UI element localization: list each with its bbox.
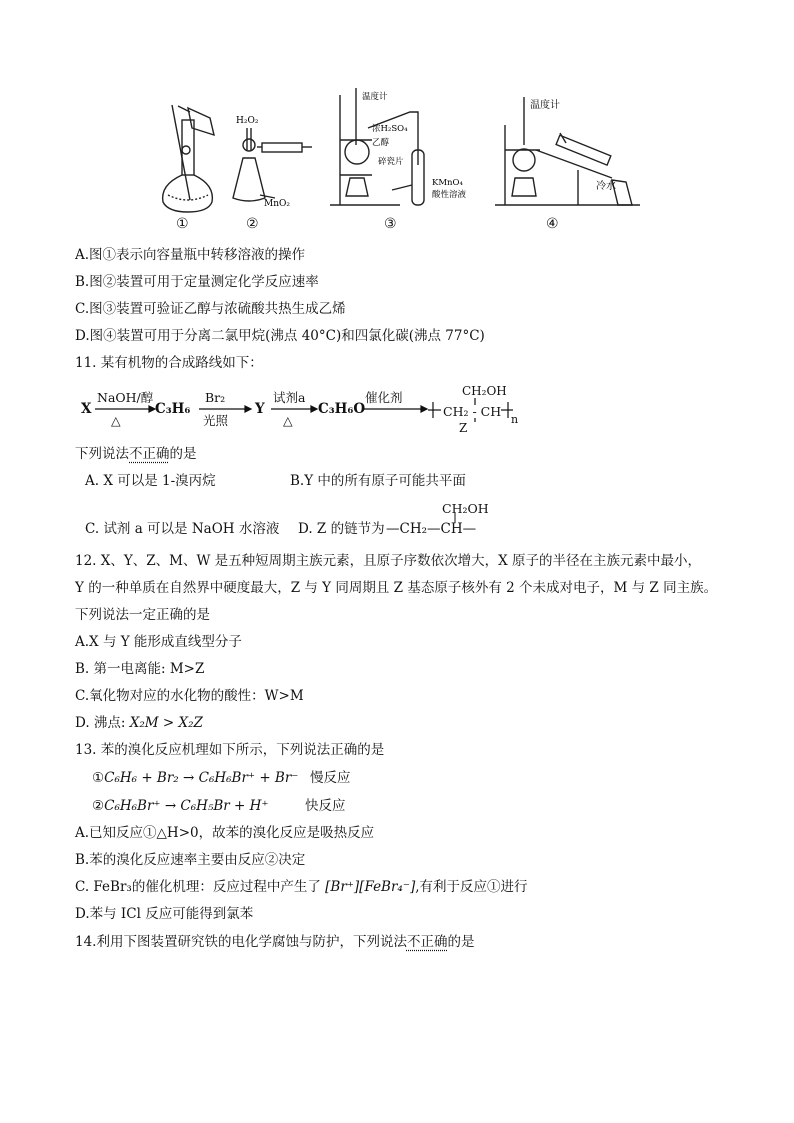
q12-option-d: D. 沸点: X₂M > X₂Z [75,715,203,731]
q12-stem-line1: 12. X、Y、Z、M、W 是五种短周期主族元素，且原子序数依次增大，X 原子的半径在主族元素中最小， [75,553,702,569]
figure-number-2: ② [246,216,259,232]
figure-number-3: ③ [384,216,397,232]
q11-option-d: D. Z 的链节为 [298,521,385,537]
route-r2-top: Br₂ [205,390,226,405]
fig3-chips-label: 碎瓷片 [378,157,404,167]
route-r2-bot: 光照 [203,413,229,428]
route-r3-bot: △ [283,413,293,428]
q12-option-c: C.氧化物对应的水化物的酸性：W>M [75,688,304,704]
conical-flask-syringe-drawing [233,128,312,201]
fig3-acid-label: 浓H₂SO₄ [372,124,408,134]
q13-reaction-1-rate: 慢反应 [310,770,351,786]
figure-number-1: ① [176,216,189,232]
q13-option-d: D.苯与 ICl 反应可能得到氯苯 [75,906,254,922]
route-r4-top: 催化剂 [365,390,403,405]
q11-d-ch2oh: CH₂OH [442,501,489,516]
q12-option-b: B. 第一电离能: M>Z [75,661,205,677]
q11-option-c: C. 试剂 a 可以是 NaOH 水溶液 [85,521,280,537]
route-polymer-main: CH₂ - CH [443,404,502,419]
q13-reaction-2-rate: 快反应 [305,798,346,814]
q12-stem-line2: Y 的一种单质在自然界中硬度最大，Z 与 Y 同周期且 Z 基态原子核外有 2 个未成对电子，M 与 Z 同主族。 [75,580,718,596]
q11-stem: 11. 某有机物的合成路线如下： [75,355,263,371]
route-polymer-n: n [511,413,519,426]
route-polymer-ch2oh: CH₂OH [462,384,507,398]
q11-option-b: B.Y 中的所有原子可能共平面 [290,473,466,489]
fig4-cold-water-label: 冷水 [596,181,616,192]
q12-ask: 下列说法一定正确的是 [75,607,210,623]
q13-option-b: B.苯的溴化反应速率主要由反应②决定 [75,852,306,868]
fig3-solution-label: 酸性溶液 [432,190,467,200]
q11-d-chain: —CH₂—CH— [386,521,477,537]
route-r3-top: 试剂a [273,390,306,405]
q13-stem: 13. 苯的溴化反应机理如下所示，下列说法正确的是 [75,742,385,758]
route-polymer-z: Z [459,421,468,432]
fig3-kmno4-label: KMnO₄ [432,178,463,188]
route-r1-bot: △ [111,413,121,428]
q10-option-a: A.图①表示向容量瓶中转移溶液的操作 [75,247,306,263]
route-x: X [81,401,92,417]
volumetric-flask-drawing [163,105,214,212]
q11-synthesis-route [75,380,635,432]
route-p3: C₃H₆O [318,401,366,417]
q10-option-d: D.图④装置可用于分离二氯甲烷(沸点 40°C)和四氯化碳(沸点 77°C) [75,328,485,344]
route-p2: Y [255,401,265,417]
fig3-thermometer-label: 温度计 [362,92,388,102]
q14-stem: 14.利用下图装置研究铁的电化学腐蚀与防护，下列说法不正确的是 [75,934,475,950]
fig3-ethanol-label: 乙醇 [372,138,390,148]
fig2-mno2-label: MnO₂ [264,199,290,209]
fig2-h2o2-label: H₂O₂ [236,116,259,126]
q13-option-c: C. FeBr₃的催化机理：反应过程中产生了 [Br⁺][FeBr₄⁻],有利于反应①进行 [75,879,528,895]
q11-ask: 下列说法不正确的是 [75,446,197,462]
q10-option-b: B.图②装置可用于定量测定化学反应速率 [75,274,319,290]
route-r1-top: NaOH/醇 [97,390,154,405]
distillation-apparatus-drawing [495,97,640,205]
q13-reaction-2: ②C₆H₆Br⁺ → C₆H₅Br + H⁺ [92,798,269,814]
q12-option-a: A.X 与 Y 能形成直线型分子 [75,634,242,650]
route-p1: C₃H₆ [155,401,191,417]
figure-number-4: ④ [546,216,559,232]
fig4-thermometer-label: 温度计 [530,100,560,111]
q13-reaction-1: ①C₆H₆ + Br₂ → C₆H₆Br⁺ + Br⁻ [92,770,299,786]
q11-option-a: A. X 可以是 1-溴丙烷 [85,473,216,489]
q13-option-a: A.已知反应①△H>0，故苯的溴化反应是吸热反应 [75,825,375,841]
q10-option-c: C.图③装置可验证乙醇与浓硫酸共热生成乙烯 [75,301,346,317]
apparatus-figures [0,0,794,240]
